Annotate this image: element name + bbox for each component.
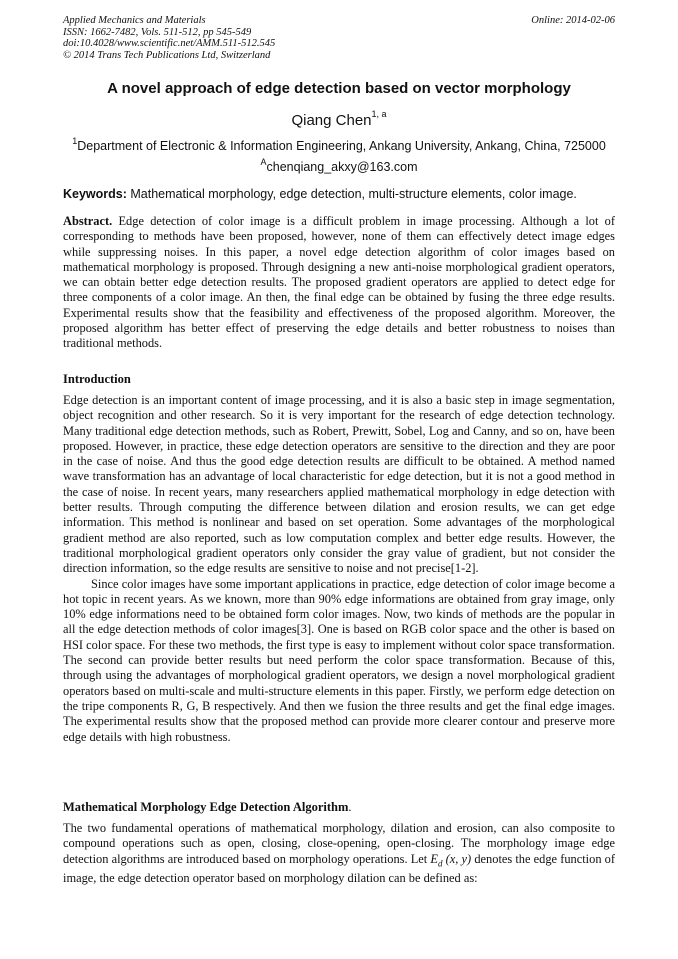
author-sup: 1, a <box>371 109 387 119</box>
section2-body <box>63 821 615 887</box>
journal-issn: ISSN: 1662-7482, Vols. 511-512, pp 545-549 <box>63 26 252 38</box>
intro-paragraph-1: Edge detection is an important content of image processing, and it is also a basic step in image segmentation, object recognition and other research. So it is very important for the research of edge detection technology. Many traditional edge detection methods, such as Robert, Prewitt, Sobel, Log and Canny, and so on, have been proposed. However, in practice, these edge detection operators are sensitive to the direction and they are poor in the case of noise. And thus the good edge detection results are difficult to be obtained. A method named wave transformation has an advantage of local characteristic for edge detection, but it is not a good method in the case of noise. In recent years, many researchers applied mathematical morphology in edge detection with better results. Through computing the difference between dilation and erosion results, we can get edge information. This method is nonlinear and based on set operation. Some advantages of the morphological gradient method are also reported, such as low computation complex and better edge results. However, the traditional morphological gradient operators only consider the gray value of gradient, but not consider the direction information, so the edge results are sensitive to noise and not precise[1-2]. <box>63 393 615 576</box>
section2-text-a: The two fundamental operations of mathematical morphology, dilation and erosion, can also composite to compound operations such as open, closing, close-opening, open-closing. The morphology image edge detection algorithms are introduced based on morphology operations. Let <box>63 821 615 866</box>
section2-heading-text: Mathematical Morphology Edge Detection Algorithm <box>63 800 349 814</box>
email-address: chenqiang_akxy@163.com <box>266 160 418 174</box>
abstract-label: Abstract. <box>63 214 113 228</box>
abstract-text: Edge detection of color image is a difficult problem in image processing. Although a lot of corresponding to methods have been proposed, however, none of them can effectively detect image edges while suppressing noises. In this paper, a novel edge detection algorithm of color images based on mathematical morphology is proposed. Through designing a new anti-noise morphological gradient operators, we can obtain better edge detection results. The proposed gradient operators are applied to detect edge for three components of a color image. An then, the final edge can be obtained by fusing the three edge results. Experimental results show that the feasibility and effectiveness of the proposed algorithm. Moreover, the proposed algorithm has better effect of preserving the edge details and better robustness to noises than traditional methods. <box>63 214 615 351</box>
journal-copyright: © 2014 Trans Tech Publications Ltd, Switzerland <box>63 49 271 61</box>
section2-heading <box>63 800 352 815</box>
affiliation-sup: 1 <box>72 136 78 146</box>
section2-text-b: denotes the edge function of image, the edge detection operator based on morphology dilation can be defined as: <box>63 851 616 886</box>
email-sup: A <box>260 157 267 167</box>
affiliation-text: Department of Electronic & Information Engineering, Ankang University, Ankang, China, 725000 <box>77 139 606 153</box>
introduction-body <box>63 393 615 745</box>
author-name: Qiang Chen <box>291 112 372 129</box>
intro-paragraph-2: Since color images have some important applications in practice, edge detection of color image become a hot topic in recent years. As we known, more than 90% edge informations are obtained from gray image, only 10% edge informations need to be obtained form color images. Now, two kinds of methods are the popular in all the edge detection methods of color images[3]. One is based on RGB color space and the other is based on HSI color space. For these two methods, the first type is easy to implement without color space transformation. The second can provide better results but need perform the color space transformation. Because of this, through using the advantages of morphological gradient operators, we design a novel morphological gradient operators based on multi-scale and multi-structure elements in this paper. Firstly, we perform edge detection on the tripe components R, G, B respectively. And then we fusion the three results and get the final edge images. The experimental results show that the proposed method can provide more clearer contour and preserve more edge details with high robustness. <box>63 576 615 744</box>
online-date: Online: 2014-02-06 <box>531 15 615 26</box>
journal-header <box>63 15 615 61</box>
email-line <box>0 157 678 174</box>
introduction-heading: Introduction <box>63 372 131 386</box>
math-sub-d: d <box>438 858 443 869</box>
keywords-label: Keywords: <box>63 187 127 201</box>
abstract <box>63 214 615 352</box>
affiliation <box>0 136 678 153</box>
author-line <box>0 109 678 129</box>
journal-name: Applied Mechanics and Materials <box>63 15 206 26</box>
edge-function-symbol <box>430 851 472 869</box>
keywords-text: Mathematical morphology, edge detection, multi-structure elements, color image. <box>130 187 577 201</box>
section2-heading-tail: . <box>348 800 352 814</box>
math-args: (x, y) <box>442 851 472 866</box>
keywords <box>63 187 623 201</box>
journal-doi: doi:10.4028/www.scientific.net/AMM.511-512.545 <box>63 38 276 49</box>
section2-paragraph-1 <box>63 821 615 887</box>
math-E: E <box>430 851 438 866</box>
paper-title: A novel approach of edge detection based on vector morphology <box>107 80 571 97</box>
